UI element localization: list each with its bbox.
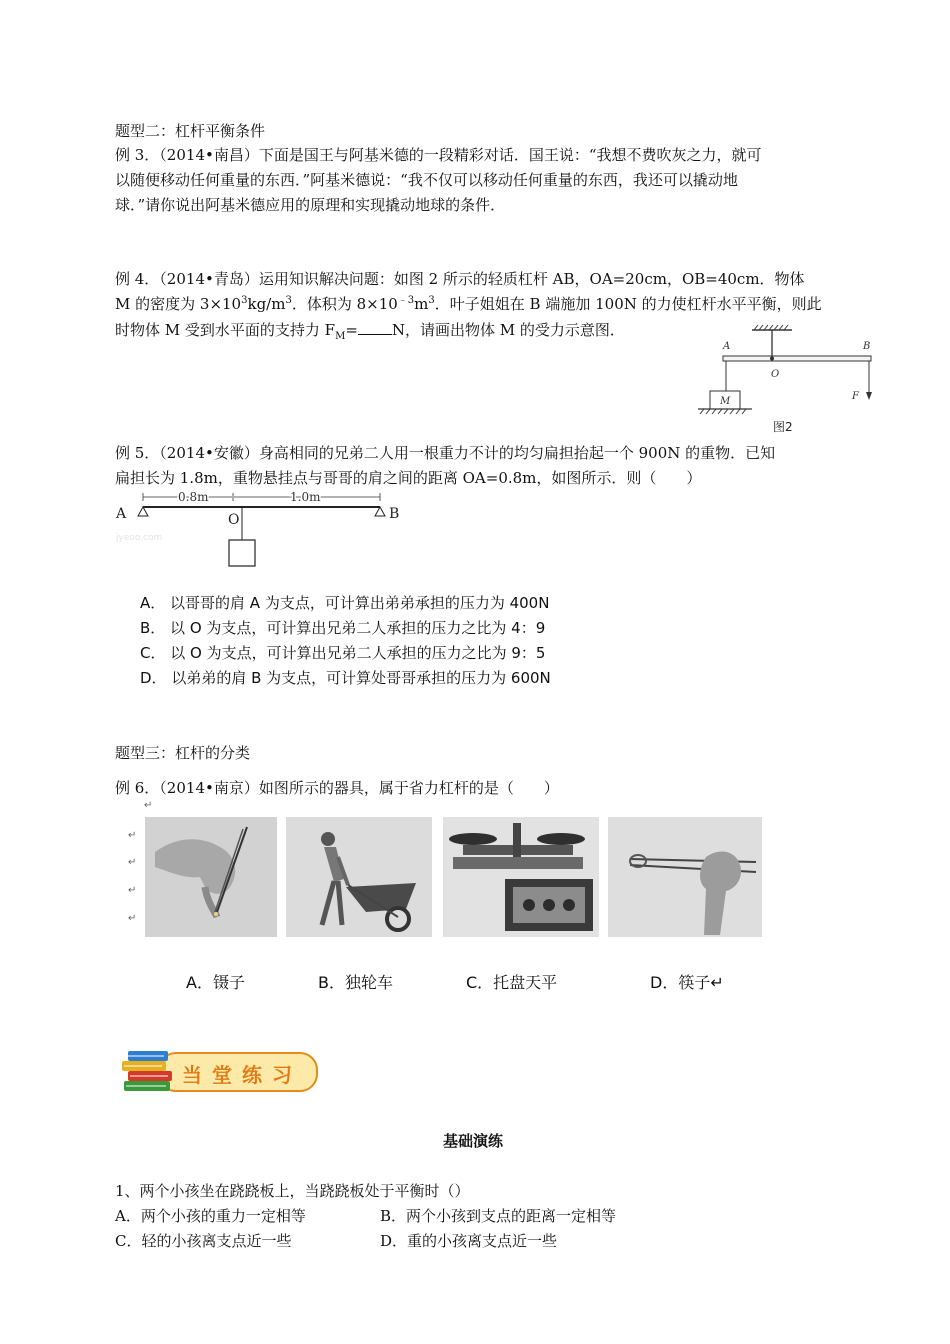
return-mark: ↵ [128, 830, 137, 841]
photo-tweezers [145, 817, 277, 937]
photo-wheelbarrow [286, 817, 432, 937]
caption-chopsticks[interactable]: D．筷子↵ [650, 973, 724, 992]
fig2-label-o: O [771, 369, 780, 380]
pole-label-a: A [116, 506, 127, 522]
answer-blank[interactable] [358, 322, 392, 335]
practice-q1: 1、两个小孩坐在跷跷板上，当跷跷板处于平衡时（） [115, 1182, 470, 1200]
watermark: jyeoo.com [116, 533, 163, 543]
dim-label-ob: 1.0m [290, 490, 321, 504]
ex5-option-d[interactable]: D． 以弟弟的肩 B 为支点，可计算处哥哥承担的压力为 600N [140, 669, 551, 687]
section-title-lever-balance: 题型二：杠杆平衡条件 [115, 122, 266, 140]
banner-label: 当堂练习 [182, 1063, 302, 1087]
pole-label-o: O [228, 512, 240, 528]
practice-q1-option-c[interactable]: C．轻的小孩离支点近一些 [115, 1232, 292, 1250]
dim-label-oa: 0.8m [178, 490, 209, 504]
practice-q1-option-a[interactable]: A．两个小孩的重力一定相等 [115, 1207, 306, 1225]
fig2-label-f: F [852, 391, 859, 402]
caption-balance-scale[interactable]: C．托盘天平 [466, 973, 558, 992]
photo-balance-scale [443, 817, 599, 937]
ex5-line-2: 扁担长为 1.8m，重物悬挂点与哥哥的肩之间的距离 OA=0.8m，如图所示．则（ ） [115, 469, 702, 487]
ex5-option-c[interactable]: C． 以 O 为支点，可计算出兄弟二人承担的压力之比为 9：5 [140, 644, 546, 662]
section-title-lever-types: 题型三：杠杆的分类 [115, 744, 251, 762]
fig2-label-b: B [863, 341, 871, 352]
caption-wheelbarrow[interactable]: B．独轮车 [318, 973, 393, 992]
practice-q1-option-d[interactable]: D．重的小孩离支点近一些 [380, 1232, 558, 1250]
ex4-line-1: 例 4．（2014•青岛）运用知识解决问题：如图 2 所示的轻质杠杆 AB，OA=20cm，OB=40cm．物体 [115, 270, 805, 288]
ex5-line-1: 例 5．（2014•安徽）身高相同的兄弟二人用一根重力不计的均匀扁担抬起一个 900N 的重物．已知 [115, 444, 776, 462]
return-mark: ↵ [128, 857, 137, 868]
books-icon [120, 1045, 182, 1097]
practice-banner [120, 1045, 320, 1097]
ex3-line-3: 球．”请你说出阿基米德应用的原理和实现撬动地球的条件． [115, 196, 506, 214]
fig2-label-m: M [720, 396, 731, 407]
pole-label-b: B [389, 506, 400, 522]
practice-heading: 基础演练 [443, 1132, 504, 1150]
figure-shoulder-pole [110, 487, 410, 572]
return-mark: ↵ [128, 913, 137, 924]
ex4-line-3: 时物体 M 受到水平面的支持力 $F_M= N$，请画出物体 M 的受力示意图． [115, 321, 625, 342]
ex5-option-b[interactable]: B． 以 O 为支点，可计算出兄弟二人承担的压力之比为 4：9 [140, 619, 546, 637]
return-mark: ↵ [144, 800, 153, 811]
ex3-line-2: 以随便移动任何重量的东西．”阿基米德说：“我不仅可以移动任何重量的东西，我还可以撬动地 [115, 171, 738, 189]
ex4-line-2: M 的密度为 $3\times 10^3kg/m^3$．体积为 $8\times 10^{﹣3}m^3$．叶子姐姐在 B 端施加 100N 的力使杠杆水平平衡，则此 [115, 295, 822, 313]
practice-q1-option-b[interactable]: B．两个小孩到支点的距离一定相等 [380, 1207, 617, 1225]
photo-chopsticks [608, 817, 762, 937]
return-mark: ↵ [128, 885, 137, 896]
caption-tweezers[interactable]: A．镊子 [186, 973, 245, 992]
ex3-line-1: 例 3．（2014•南昌）下面是国王与阿基米德的一段精彩对话．国王说：“我想不费吹灰之力，就可 [115, 146, 762, 164]
ex5-option-a[interactable]: A． 以哥哥的肩 A 为支点，可计算出弟弟承担的压力为 400N [140, 594, 550, 612]
figure-2-lever [690, 322, 880, 437]
fig2-label-a: A [723, 341, 731, 352]
ex6-line-1: 例 6．（2014•南京）如图所示的器具，属于省力杠杆的是（ ） [115, 779, 559, 797]
fig2-caption: 图2 [773, 420, 793, 434]
